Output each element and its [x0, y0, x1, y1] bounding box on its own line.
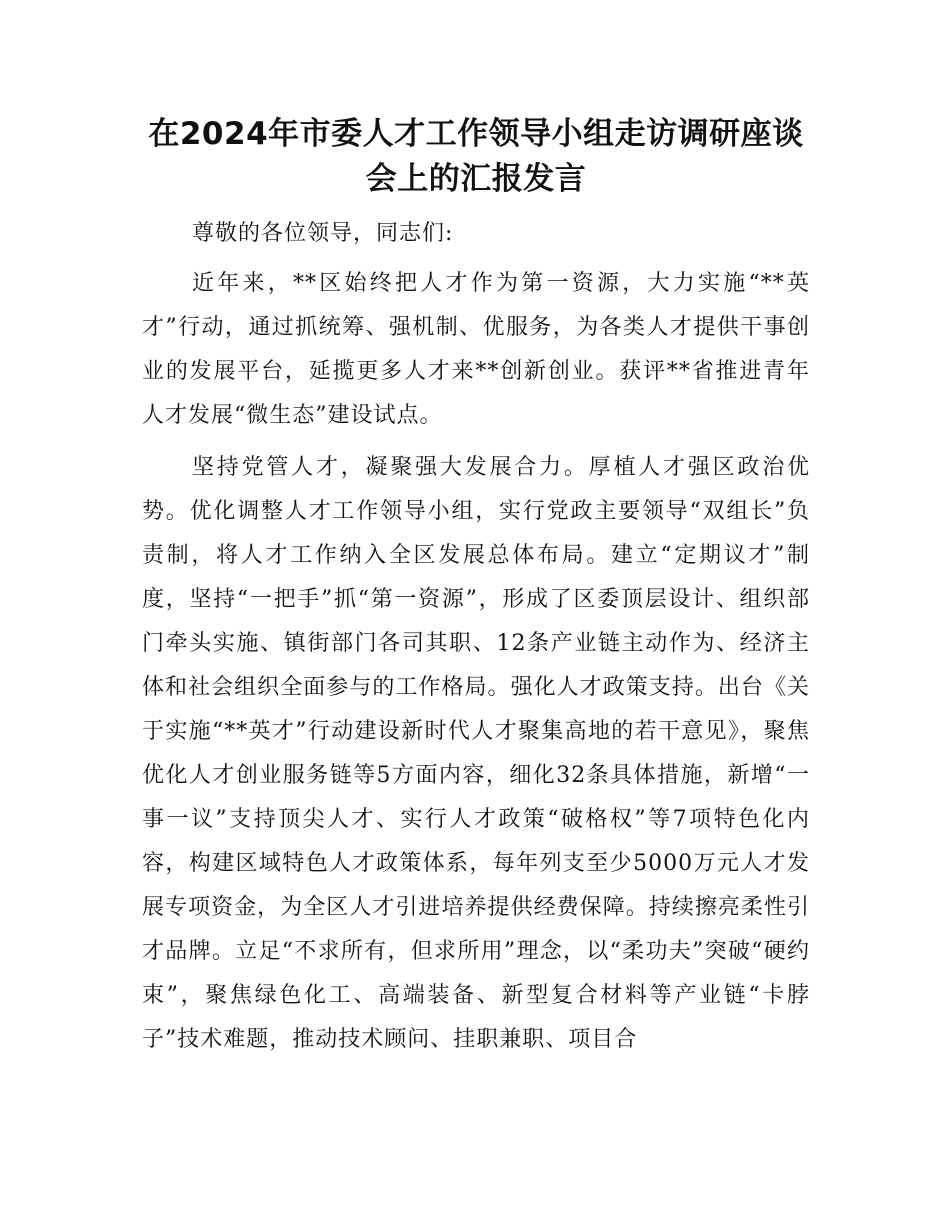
paragraph-party-leadership: 坚持党管人才，凝聚强大发展合力。厚植人才强区政治优势。优化调整人才工作领导小组，实行党政主要领导“双组长”负责制，将人才工作纳入全区发展总体布局。建立“定期议才”制度，坚持“一把手”抓“第一资源”，形成了区委顶层设计、组织部门牵头实施、镇街部门各司其职、12条产业链主动作为、经济主体和社会组织全面参与的工作格局。强化人才政策支持。出台《关于实施“**英才”行动建设新时代人才聚集高地的若干意见》，聚焦优化人才创业服务链等5方面内容，细化32条具体措施，新增“一事一议”支持顶尖人才、实行人才政策“破格权”等7项特色化内容，构建区域特色人才政策体系，每年列支至少5000万元人才发展专项资金，为全区人才引进培养提供经费保障。持续擦亮柔性引才品牌。立足“不求所有，但求所用”理念，以“柔功夫”突破“硬约束”，聚焦绿色化工、高端装备、新型复合材料等产业链“卡脖子”技术难题，推动技术顾问、挂职兼职、项目合: [142, 455, 810, 1052]
paragraph-intro: 近年来，**区始终把人才作为第一资源，大力实施“**英才”行动，通过抓统筹、强机制、优服务，为各类人才提供干事创业的发展平台，延揽更多人才来**创新创业。获评**省推进青年人才发展“微生态”建设试点。: [142, 271, 810, 428]
document-title: 在2024年市委人才工作领导小组走访调研座谈会上的汇报发言: [148, 116, 804, 197]
document-page: [142, 112, 810, 1062]
salutation: 尊敬的各位领导，同志们:: [192, 221, 454, 246]
